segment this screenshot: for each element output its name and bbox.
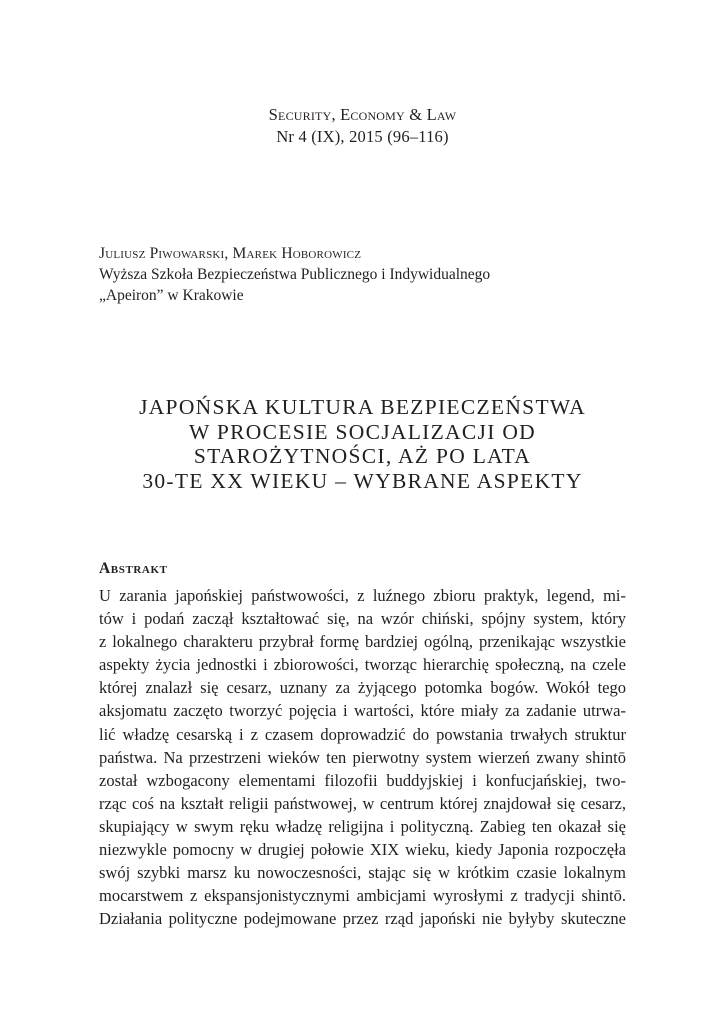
abstract-line: tów i podań zaczął kształtować się, na wzór chiński, spójny system, który (99, 609, 626, 629)
abstract-line: państwa. Na przestrzeni wieków ten pierwotny system wierzeń zwany shintō (99, 747, 626, 767)
author-names: Juliusz Piwowarski, Marek Hoborowicz (99, 245, 362, 262)
abstract-line: U zarania japońskiej państwowości, z luźnego zbioru praktyk, legend, mi- (99, 586, 626, 605)
abstract-line: niezwykle pomocny w drugiej połowie XIX wieku, kiedy Japonia rozpoczęła (99, 840, 626, 860)
abstract-line: został wzbogacony elementami filozofii buddyjskiej i konfucjańskiej, two- (99, 770, 626, 790)
abstract-line: skupiający w swym ręku władzę religijna i polityczną. Zabieg ten okazał się (99, 816, 626, 836)
title-line: STAROŻYTNOŚCI, AŻ PO LATA (193, 444, 532, 468)
journal-issue: Nr 4 (IX), 2015 (96–116) (276, 127, 449, 146)
author-block (99, 243, 659, 306)
abstract-line: z lokalnego charakteru przybrał formę bardziej ogólną, przenikając wszystkie (99, 632, 626, 652)
abstract-line: swój szybki marsz ku nowoczesności, stając się w krótkim czasie lokalnym (99, 863, 626, 883)
abstract-line: mocarstwem z ekspansjonistycznymi ambicjami wyrosłymi z tradycji shintō. (99, 886, 626, 906)
affiliation-line-2: „Apeiron” w Krakowie (99, 287, 244, 304)
abstract-line: Działania polityczne podejmowane przez rząd japoński nie byłyby skuteczne (99, 909, 626, 929)
title-line: JAPOŃSKA KULTURA BEZPIECZEŃSTWA (139, 395, 586, 419)
abstract-body (99, 584, 626, 930)
article-title (0, 395, 725, 493)
journal-name: Security, Economy & Law (268, 105, 457, 124)
abstract-line: aspekty życia jednostki i zbiorowości, tworząc hierarchię społeczną, na czele (99, 655, 626, 675)
affiliation-line-1: Wyższa Szkoła Bezpieczeństwa Publicznego i Indywidualnego (99, 266, 491, 283)
abstract-line: aksjomatu zaczęto tworzyć pojęcia i wartości, które miały za zadanie utrwa- (99, 701, 626, 721)
title-line: 30-TE XX WIEKU – WYBRANE ASPEKTY (142, 468, 583, 493)
abstract-line: lić władzę cesarską i z czasem doprowadzić do powstania trwałych struktur (99, 724, 626, 744)
abstract-heading: Abstrakt (99, 560, 168, 577)
abstract-line: rząc coś na kształt religii państwowej, w centrum której znajdował się cesarz, (99, 793, 626, 813)
abstract-line: której znalazł się cesarz, uznany za żyjącego potomka bogów. Wokół tego (99, 678, 626, 698)
journal-header (0, 104, 725, 148)
title-line: W PROCESIE SOCJALIZACJI OD (189, 419, 536, 444)
